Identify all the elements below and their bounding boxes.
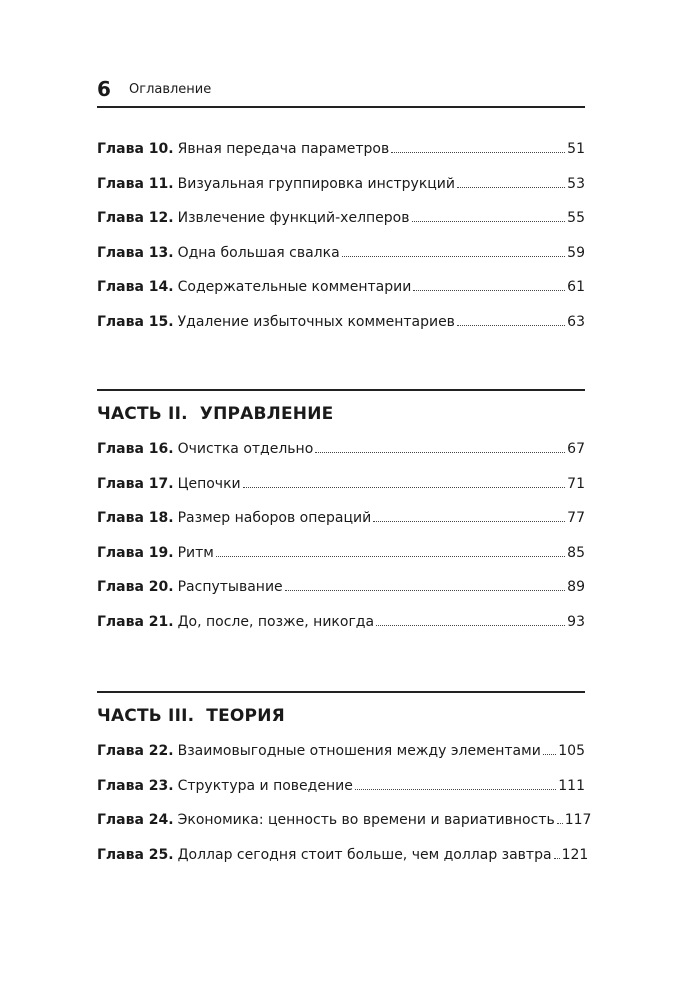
chapter-title: Распутывание [177, 579, 283, 596]
part-heading [97, 402, 333, 426]
part-divider [97, 389, 585, 391]
dot-leader [243, 486, 566, 488]
chapter-title: Цепочки [177, 475, 241, 492]
dot-leader [342, 255, 566, 257]
toc-entry[interactable] [97, 508, 585, 543]
dot-leader [355, 788, 556, 790]
dot-leader [376, 624, 565, 626]
dot-leader [557, 822, 563, 824]
running-head: Оглавление [129, 82, 212, 97]
toc-entry[interactable] [97, 474, 585, 509]
chapter-title: До, после, позже, никогда [177, 613, 375, 630]
part-heading [97, 704, 285, 728]
page-number: 6 [97, 77, 111, 101]
chapter-title: Ритм [177, 544, 214, 561]
dot-leader [315, 451, 565, 453]
toc-entry[interactable] [97, 810, 592, 845]
chapter-number: Глава 21. [97, 613, 174, 630]
toc-entry[interactable] [97, 543, 585, 578]
toc-entry[interactable] [97, 612, 585, 647]
chapter-title: Содержательные комментарии [177, 279, 412, 296]
page-header [97, 76, 585, 108]
chapter-title: Взаимовыгодные отношения между элементами [177, 743, 541, 759]
chapter-number: Глава 22. [97, 743, 174, 759]
toc-entry[interactable] [97, 139, 585, 174]
chapter-number: Глава 20. [97, 579, 174, 596]
chapter-number: Глава 15. [97, 313, 174, 330]
dot-leader [412, 220, 566, 222]
chapter-page: 85 [567, 544, 585, 561]
chapter-page: 55 [567, 210, 585, 227]
dot-leader [373, 520, 565, 522]
dot-leader [457, 324, 565, 326]
chapter-page: 71 [567, 475, 585, 492]
toc-entry[interactable] [97, 312, 585, 347]
chapter-number: Глава 14. [97, 279, 174, 296]
dot-leader [413, 289, 565, 291]
part-divider [97, 691, 585, 693]
part-title: ТЕОРИЯ [206, 706, 285, 726]
chapter-number: Глава 19. [97, 544, 174, 561]
chapter-number: Глава 25. [97, 846, 174, 863]
chapter-number: Глава 12. [97, 210, 174, 227]
chapter-number: Глава 24. [97, 812, 174, 829]
chapter-title: Одна большая свалка [177, 244, 340, 261]
chapter-number: Глава 13. [97, 244, 174, 261]
chapter-number: Глава 17. [97, 475, 174, 492]
toc-section-2 [97, 439, 585, 647]
chapter-title: Экономика: ценность во времени и вариативность [177, 812, 555, 829]
chapter-page: 59 [567, 244, 585, 261]
chapter-page: 63 [567, 313, 585, 330]
chapter-title: Размер наборов операций [177, 510, 372, 527]
dot-leader [554, 857, 560, 859]
toc-entry[interactable] [97, 174, 585, 209]
dot-leader [285, 589, 566, 591]
chapter-page: 53 [567, 175, 585, 192]
chapter-page: 105 [558, 743, 585, 759]
chapter-title: Структура и поведение [177, 777, 353, 794]
toc-entry[interactable] [97, 208, 585, 243]
dot-leader [216, 555, 565, 557]
chapter-page: 51 [567, 141, 585, 157]
toc-entry[interactable] [97, 741, 585, 776]
part-title: УПРАВЛЕНИЕ [199, 404, 334, 424]
toc-entry[interactable] [97, 845, 589, 880]
dot-leader [543, 753, 556, 755]
chapter-title: Удаление избыточных комментариев [177, 313, 455, 330]
chapter-page: 77 [567, 510, 585, 527]
chapter-page: 121 [561, 846, 589, 863]
chapter-page: 89 [567, 579, 585, 596]
toc-entry[interactable] [97, 439, 585, 474]
toc-entry[interactable] [97, 776, 585, 811]
part-label: ЧАСТЬ III. [97, 706, 195, 726]
chapter-title: Доллар сегодня стоит больше, чем доллар завтра [177, 846, 552, 863]
chapter-number: Глава 10. [97, 141, 174, 157]
chapter-title: Очистка отдельно [177, 441, 314, 457]
chapter-number: Глава 11. [97, 175, 174, 192]
toc-entry[interactable] [97, 243, 585, 278]
chapter-page: 61 [567, 279, 585, 296]
part-label: ЧАСТЬ II. [97, 404, 188, 424]
toc-entry[interactable] [97, 577, 585, 612]
toc-entry[interactable] [97, 277, 585, 312]
dot-leader [391, 151, 565, 153]
chapter-title: Извлечение функций-хелперов [177, 210, 410, 227]
toc-section-1 [97, 139, 585, 347]
chapter-page: 111 [558, 777, 585, 794]
chapter-number: Глава 16. [97, 441, 174, 457]
chapter-title: Явная передача параметров [177, 141, 390, 157]
chapter-page: 117 [564, 812, 592, 829]
chapter-number: Глава 23. [97, 777, 174, 794]
dot-leader [457, 186, 565, 188]
chapter-page: 67 [567, 441, 585, 457]
chapter-number: Глава 18. [97, 510, 174, 527]
toc-section-3 [97, 741, 592, 879]
chapter-title: Визуальная группировка инструкций [177, 175, 456, 192]
chapter-page: 93 [567, 613, 585, 630]
